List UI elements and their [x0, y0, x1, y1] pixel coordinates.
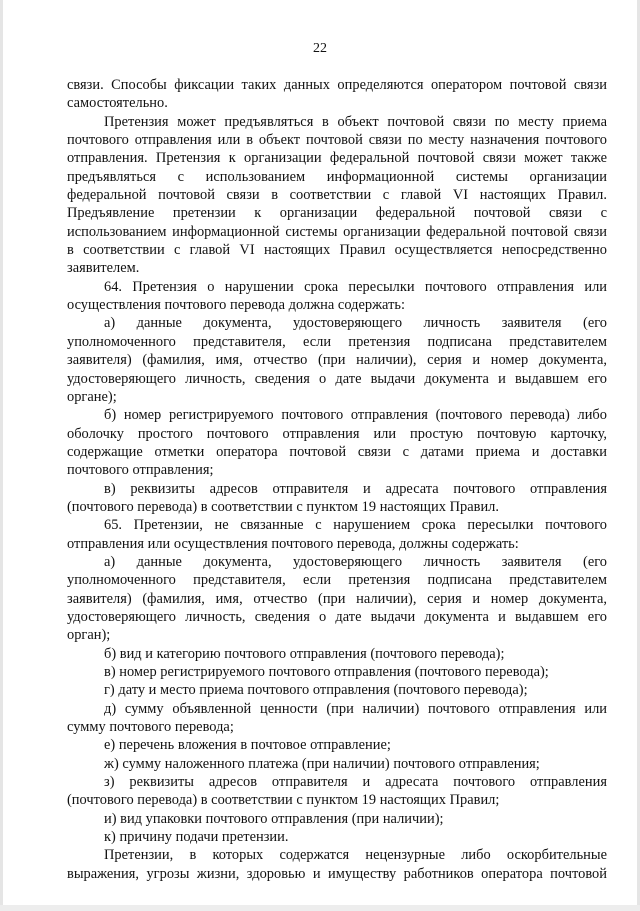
- text-line: Претензии, в которых содержатся нецензурные либо оскорбительные: [104, 847, 607, 864]
- text-line: Претензия может предъявляться в объект почтовой связи по месту приема: [104, 113, 607, 130]
- text-line: а) данные документа, удостоверяющего личность заявителя (его: [104, 553, 607, 570]
- text-line: содержащие отметки оператора почтовой связи с датами приема и доставки: [67, 443, 607, 460]
- text-line: связи. Способы фиксации таких данных определяются оператором почтовой связи: [67, 77, 607, 93]
- text-line: д) сумму объявленной ценности (при наличии) почтового отправления или: [104, 700, 607, 717]
- text-line: уполномоченного представителя, если претензия подписана представителем: [67, 333, 607, 350]
- paragraph: [67, 480, 607, 517]
- text-line: а) данные документа, удостоверяющего личность заявителя (его: [104, 315, 607, 332]
- paragraph: [67, 773, 607, 810]
- paragraph: [67, 314, 607, 406]
- text-line: в) реквизиты адресов отправителя и адресата почтового отправления: [104, 480, 607, 497]
- paragraph: [67, 828, 607, 846]
- text-line: оболочку простого почтового отправления или простую почтовую карточку,: [67, 425, 607, 442]
- text-line: и) вид упаковки почтового отправления (при наличии);: [104, 810, 444, 827]
- paragraph: [67, 681, 607, 699]
- text-line: почтового отправления или в объект почтовой связи по месту назначения почтового: [67, 132, 607, 149]
- text-line: Предъявление претензии к организации федеральной почтовой связи с: [67, 205, 607, 222]
- page-number: 22: [313, 41, 327, 56]
- text-line: федеральной почтовой связи в соответствии с главой VI настоящих Правил.: [67, 187, 607, 204]
- paragraph: [67, 810, 607, 828]
- text-line: удостоверяющего личность, сведения о дате выдачи документа и выдавшем его: [67, 370, 607, 387]
- text-line: осуществления почтового перевода должна содержать:: [67, 297, 405, 314]
- text-line: органе);: [67, 388, 117, 405]
- text-line: к) причину подачи претензии.: [104, 829, 289, 846]
- text-line: отправления. Претензия к организации федеральной почтовой связи может также: [67, 150, 607, 167]
- text-line: ж) сумму наложенного платежа (при наличии) почтового отправления;: [104, 755, 540, 772]
- paragraph: [67, 846, 607, 883]
- text-line: (почтового перевода) в соответствии с пунктом 19 настоящих Правил;: [67, 792, 500, 809]
- text-line: 64. Претензия о нарушении срока пересылки почтового отправления или: [104, 278, 607, 295]
- text-line: сумму почтового перевода;: [67, 719, 234, 736]
- paragraph: [67, 553, 607, 645]
- text-line: 65. Претензии, не связанные с нарушением срока пересылки почтового: [104, 517, 607, 534]
- paragraph: [67, 278, 607, 315]
- text-line: б) вид и категорию почтового отправления (почтового перевода);: [104, 645, 505, 662]
- text-line: б) номер регистрируемого почтового отправления (почтового перевода) либо: [104, 407, 607, 424]
- text-line: выражения, угрозы жизни, здоровью и имуществу работников оператора почтовой: [67, 865, 607, 882]
- paragraph: [67, 113, 607, 278]
- text-line: заявителем.: [67, 260, 140, 277]
- scan-edge-left: [0, 0, 3, 911]
- text-line: отправления или осуществления почтового перевода, должны содержать:: [67, 535, 519, 552]
- text-line: удостоверяющего личность, сведения о дате выдачи документа и выдавшем его: [67, 608, 607, 625]
- paragraph: [67, 76, 607, 113]
- scan-edge-bottom: [0, 905, 640, 911]
- text-line: заявителя) (фамилия, имя, отчество (при наличии), серия и номер документа,: [67, 352, 607, 369]
- text-line: з) реквизиты адресов отправителя и адресата почтового отправления: [104, 774, 607, 791]
- paragraph: [67, 755, 607, 773]
- text-line: использованием информационной системы организации федеральной почтовой связи: [67, 223, 607, 240]
- paragraph: [67, 645, 607, 663]
- text-line: г) дату и место приема почтового отправления (почтового перевода);: [104, 682, 528, 699]
- text-line: заявителя) (фамилия, имя, отчество (при наличии), серия и номер документа,: [67, 590, 607, 607]
- text-line: в соответствии с главой VI настоящих Правил осуществляется непосредственно: [67, 242, 607, 259]
- text-line: (почтового перевода) в соответствии с пунктом 19 настоящих Правил.: [67, 498, 499, 515]
- text-line: орган);: [67, 627, 111, 644]
- paragraph: [67, 516, 607, 553]
- text-line: самостоятельно.: [67, 95, 168, 112]
- text-line: в) номер регистрируемого почтового отправления (почтового перевода);: [104, 664, 549, 680]
- paragraph: [67, 663, 607, 681]
- paragraph: [67, 406, 607, 479]
- text-line: почтового отправления;: [67, 462, 214, 479]
- text-line: е) перечень вложения в почтовое отправление;: [104, 737, 391, 754]
- paragraph: [67, 700, 607, 737]
- text-line: предъявляться с использованием информационной системы организации: [67, 168, 607, 185]
- paragraph: [67, 736, 607, 754]
- text-line: уполномоченного представителя, если претензия подписана представителем: [67, 572, 607, 589]
- document-body: [67, 76, 607, 883]
